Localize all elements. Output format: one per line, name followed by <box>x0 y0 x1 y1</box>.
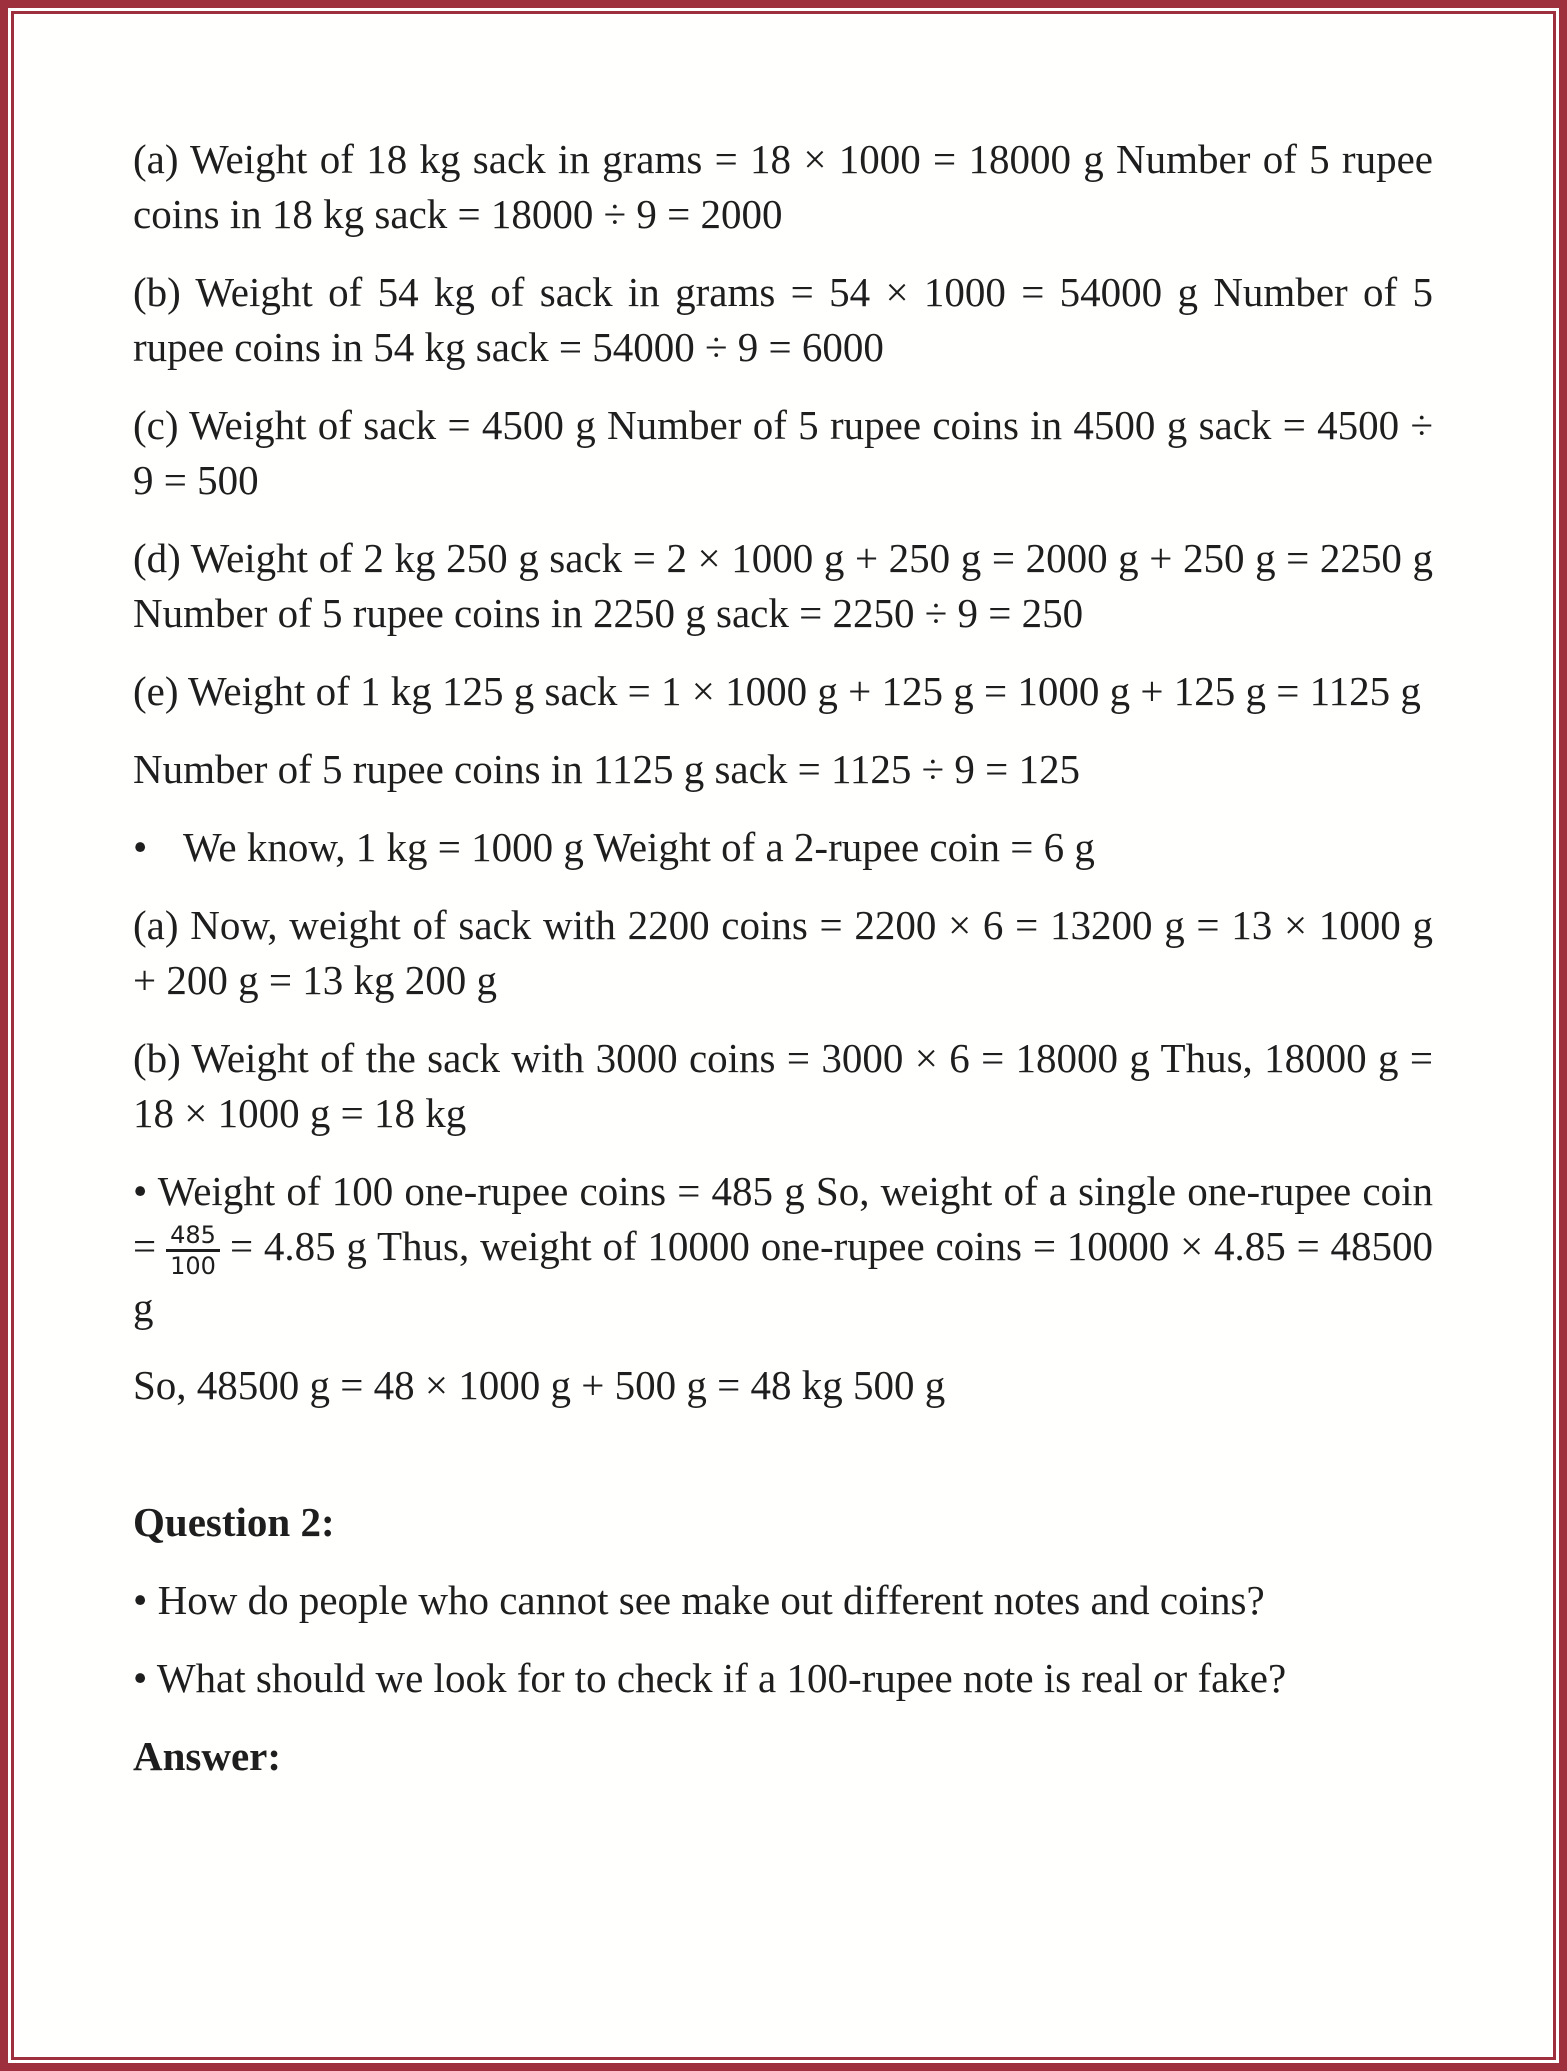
bullet-icon: • <box>133 824 148 870</box>
answer-heading: Answer: <box>133 1733 282 1780</box>
numerator: 485 <box>166 1221 220 1252</box>
paragraph: Number of 5 rupee coins in 1125 g sack = 1125 ÷ 9 = 125 <box>133 746 1081 792</box>
paragraph: (b) Weight of the sack with 3000 coins = 3000 × 6 = 18000 g Thus, 18000 g = 18 × 1000 g = 18 kg <box>133 1035 1433 1136</box>
paragraph: (d) Weight of 2 kg 250 g sack = 2 × 1000 g + 250 g = 2000 g + 250 g = 2250 g Number of 5 rupee coins in 2250 g sack = 2250 ÷ 9 = 250 <box>133 535 1433 636</box>
bullet-text: We know, 1 kg = 1000 g Weight of a 2-rupee coin = 6 g <box>183 824 1095 870</box>
paragraph-with-fraction <box>133 1164 1433 1335</box>
paragraph: (c) Weight of sack = 4500 g Number of 5 rupee coins in 4500 g sack = 4500 ÷ 9 = 500 <box>133 402 1433 503</box>
denominator: 100 <box>170 1252 216 1281</box>
fraction <box>166 1221 220 1280</box>
document-body <box>133 132 1433 1807</box>
paragraph: So, 48500 g = 48 × 1000 g + 500 g = 48 kg 500 g <box>133 1362 946 1409</box>
text: • Weight of 100 one-rupee coins = 485 g So, weight of a single one-rupee coin = <box>133 1168 1433 1269</box>
paragraph: (a) Weight of 18 kg sack in grams = 18 × 1000 = 18000 g Number of 5 rupee coins in 18 kg sack = 18000 ÷ 9 = 2000 <box>133 136 1433 237</box>
paragraph: (e) Weight of 1 kg 125 g sack = 1 × 1000 g + 125 g = 1000 g + 125 g = 1125 g <box>133 668 1421 714</box>
paragraph: (b) Weight of 54 kg of sack in grams = 54 × 1000 = 54000 g Number of 5 rupee coins in 54 kg sack = 54000 ÷ 9 = 6000 <box>133 269 1433 370</box>
paragraph: (a) Now, weight of sack with 2200 coins = 2200 × 6 = 13200 g = 13 × 1000 g + 200 g = 13 kg 200 g <box>133 902 1433 1003</box>
question-item: • What should we look for to check if a 100-rupee note is real or fake? <box>133 1655 1287 1702</box>
bullet-item <box>133 820 1433 875</box>
text: = 4.85 g Thus, weight of 10000 one-rupee coins = 10000 × 4.85 = 48500 g <box>133 1223 1433 1331</box>
question-heading: Question 2: <box>133 1499 335 1546</box>
question-item: • How do people who cannot see make out different notes and coins? <box>133 1577 1265 1624</box>
